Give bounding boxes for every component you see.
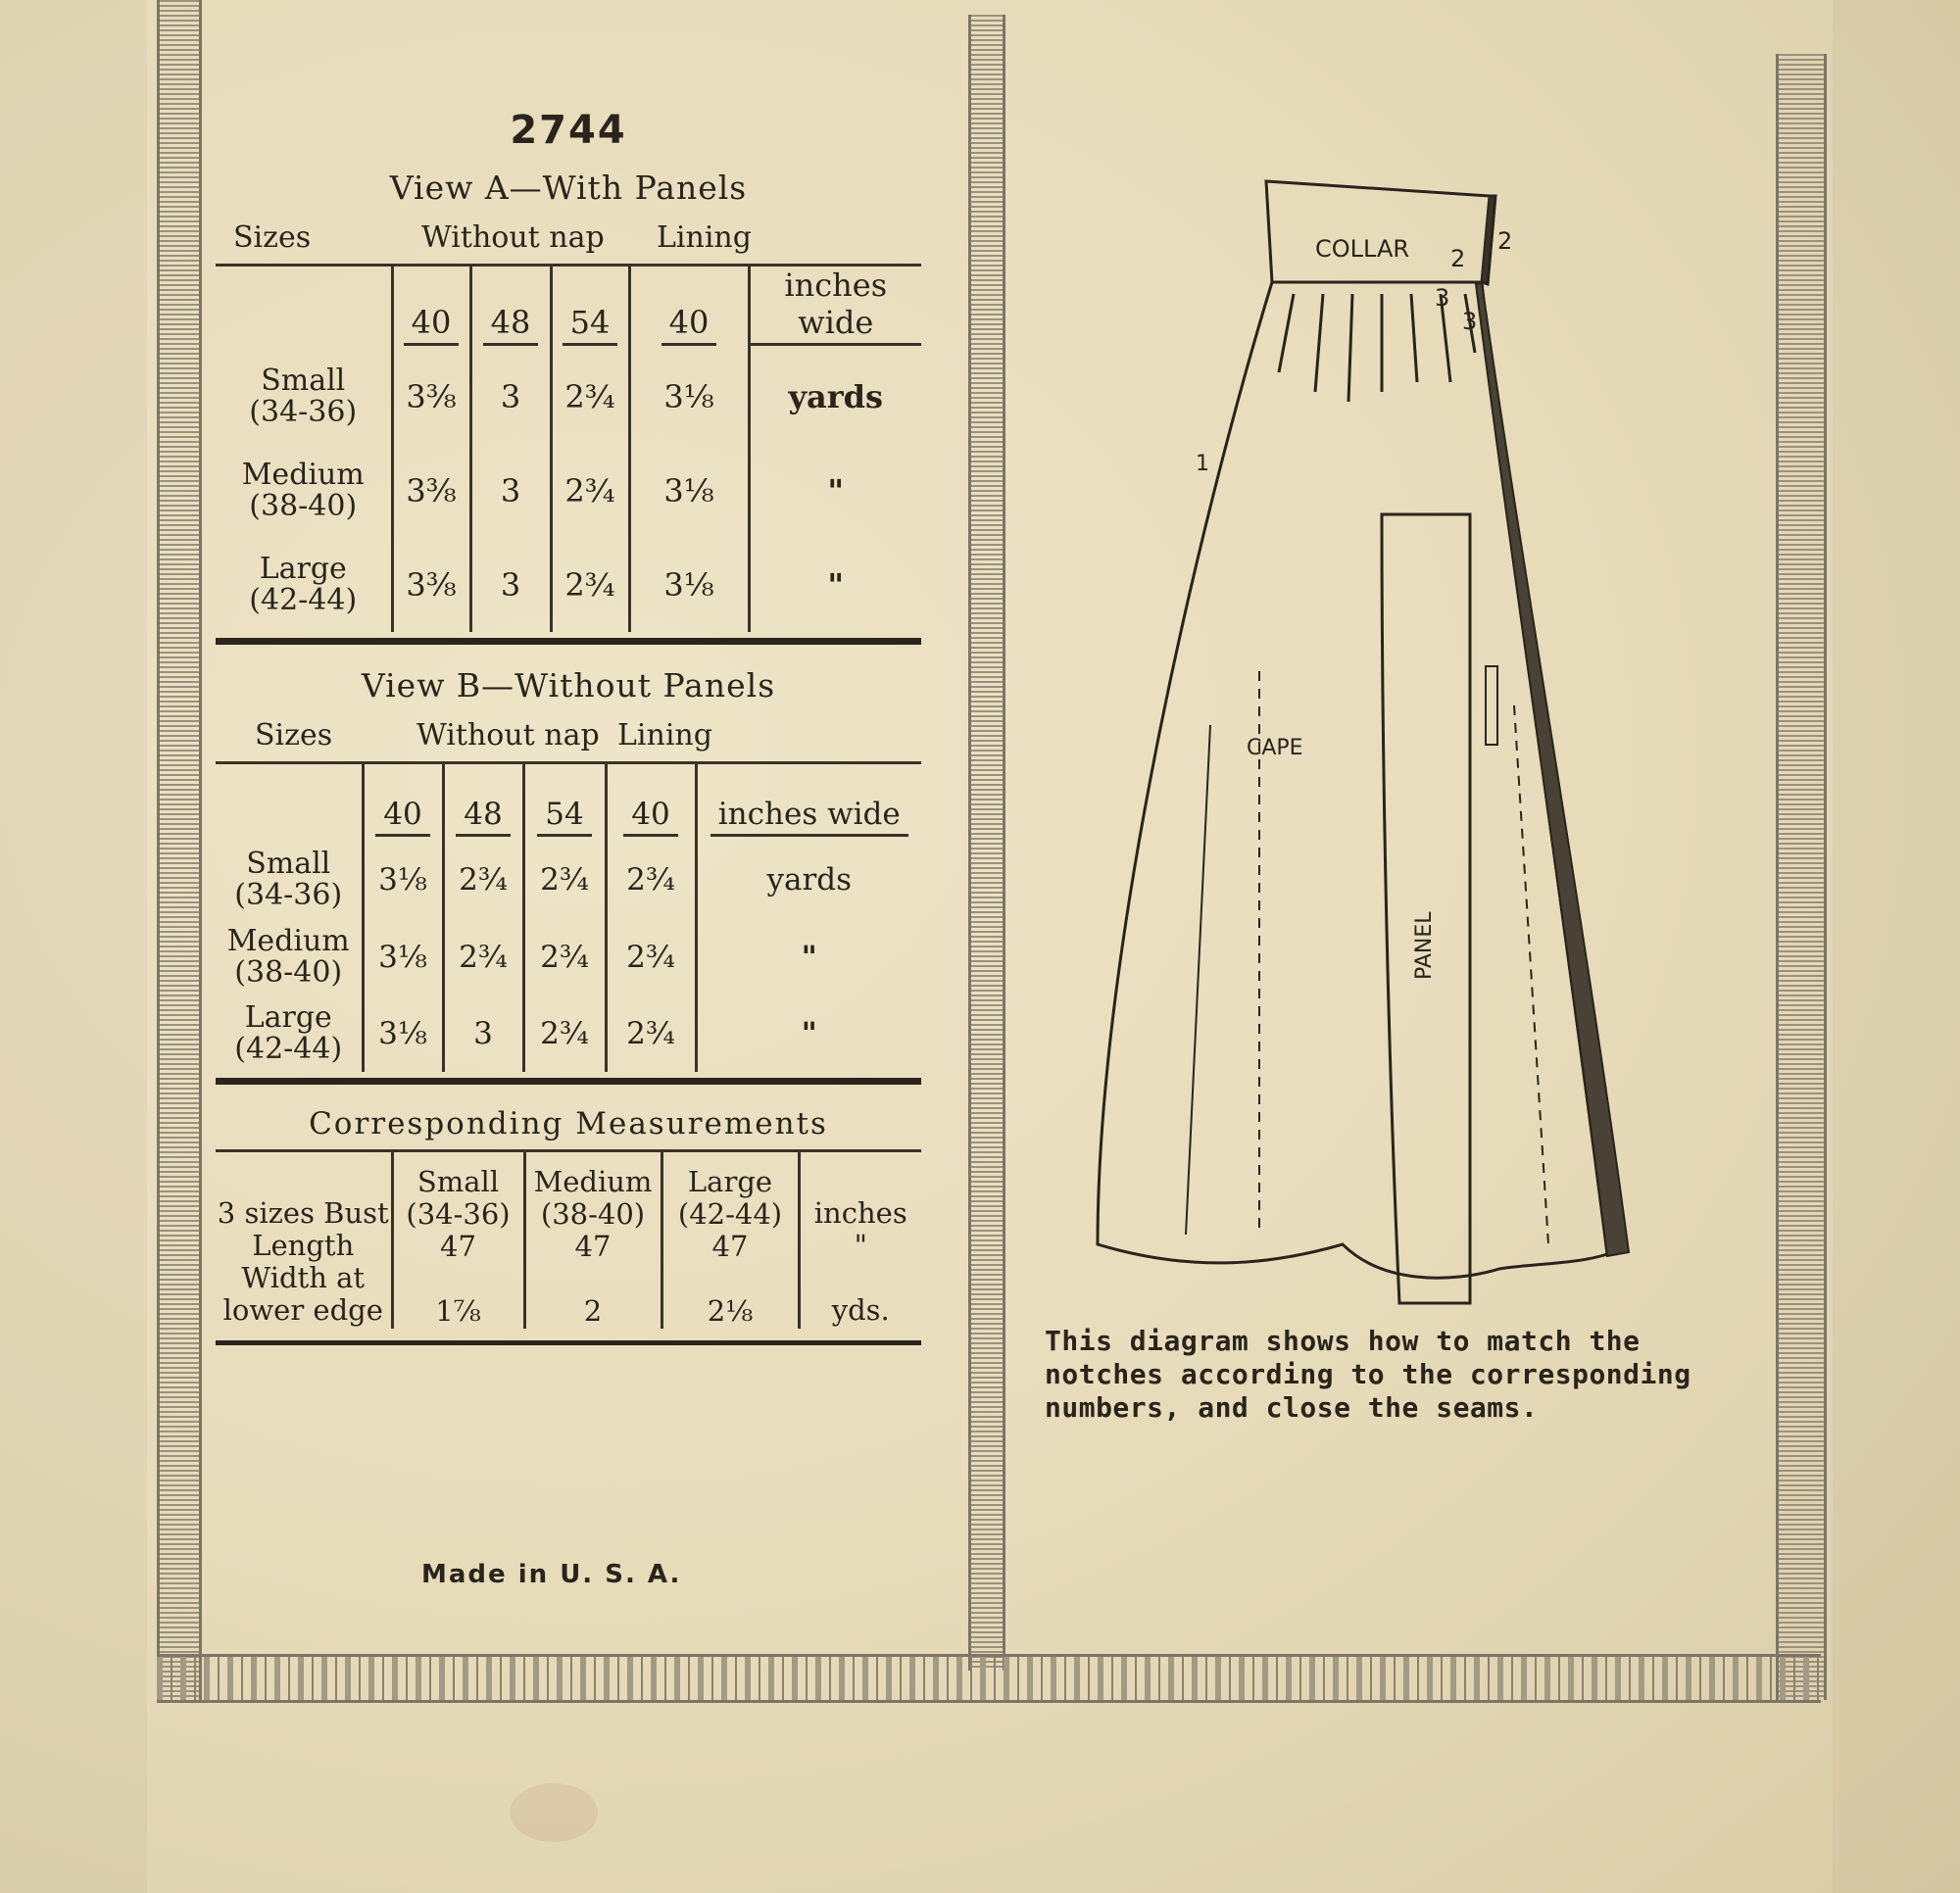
notch-2b: 2 [1497,227,1513,255]
table-row: Small (34-36) 3⅛ 2¾ 2¾ 2¾ yards [216,841,921,919]
col-54: 54 [563,304,618,346]
col-48: 48 [483,304,539,346]
cape-diagram [1058,157,1705,1333]
made-in-usa: Made in U. S. A. [421,1560,682,1589]
col-lining-40: 40 [662,304,717,346]
view-b-title: View B—Without Panels [361,666,776,704]
table-row: Medium (38-40) 3⅛ 2¾ 2¾ 2¾ " [216,919,921,995]
divider [216,638,921,645]
table-row: Large (42-44) 3⅜ 3 2¾ 3⅛ " [216,538,921,632]
view-a-table [216,267,921,632]
left-fold [0,0,147,1893]
yardage-panel [216,108,921,1367]
view-b-header [216,714,921,764]
notch-2a: 2 [1450,245,1466,272]
collar-label: COLLAR [1315,235,1410,263]
table-row: Small (34-36) 3⅜ 3 2¾ 3⅛ yards [216,350,921,444]
divider [216,1340,921,1345]
left-border-ornament [157,0,202,1700]
without-nap-label: Without nap [421,220,605,255]
pattern-number: 2744 [510,108,627,153]
panel-label: PANEL [1412,911,1437,980]
sizes-label: Sizes [233,220,312,255]
right-border-ornament [1776,54,1827,1700]
col-inches-wide: inches wide [751,267,922,346]
cape-label: CAPE [1247,736,1303,760]
col-40: 40 [404,304,460,346]
notch-3b: 3 [1462,308,1478,335]
view-a-title: View A—With Panels [389,169,748,207]
center-divider [968,15,1005,1671]
sizes-label: Sizes [255,718,333,752]
divider [216,1078,921,1085]
measurements-table: 3 sizes Bust Length Width at lower edge Small (34-36) 47 1⅞ Medium (38-40) 47 2 Large (42-44) 47 2⅛ inches " yds. [216,1149,921,1329]
cape-piece [1098,282,1607,1278]
lining-label: Lining [617,718,712,752]
bottom-border-ornament [157,1654,1821,1703]
view-a-header [216,217,921,267]
table-row: Large (42-44) 3⅛ 3 2¾ 2¾ " [216,995,921,1072]
view-b-table: 40 48 54 40 inches wide Small (34-36) 3⅛ 2¾ 2¾ 2¾ yards Medium (38-40) 3⅛ 2¾ 2¾ 2¾ " Large (42-44) 3⅛ 3 2¾ 2¾ " [216,764,921,1072]
without-nap-label: Without nap [416,718,600,752]
right-fold [1833,0,1960,1893]
panel-piece [1382,514,1470,1303]
stain [510,1783,598,1842]
notch-1: 1 [1196,452,1209,476]
lining-label: Lining [657,220,752,255]
measurements-title: Corresponding Measurements [309,1106,828,1141]
table-row: Medium (38-40) 3⅜ 3 2¾ 3⅛ " [216,444,921,538]
diagram-caption: This diagram shows how to match the notches according to the corresponding numbers, and close the seams. [1045,1325,1691,1424]
notch-3a: 3 [1435,284,1450,312]
